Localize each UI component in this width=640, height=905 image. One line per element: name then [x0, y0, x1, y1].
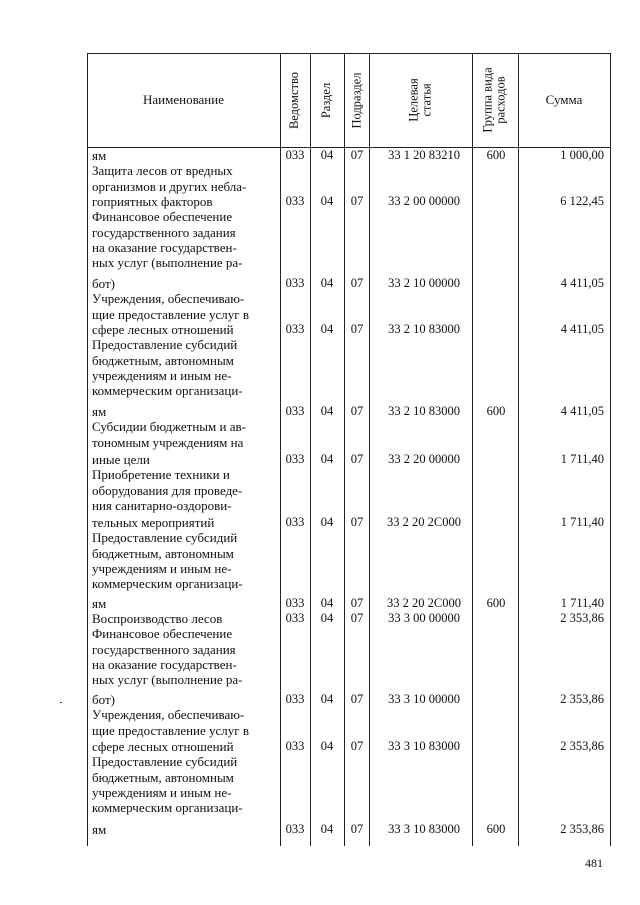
column-header-vedomstvo: [280, 53, 310, 147]
row-vedomstvo: 033: [285, 739, 305, 753]
column-header-razdel: [310, 53, 344, 147]
row-vedomstvo: 033: [285, 322, 305, 336]
row-celevaya: 33 3 10 83000: [388, 822, 460, 836]
row-razdel: 04: [320, 194, 334, 208]
row-vedomstvo: 033: [285, 404, 305, 418]
row-name: ям Защита лесов от вредных организмов и других небла-: [92, 148, 247, 194]
row-name: ям: [92, 596, 107, 611]
row-summa: 1 711,40: [560, 515, 604, 529]
row-podrazdel: 07: [350, 276, 364, 290]
row-summa: 1 711,40: [560, 596, 604, 610]
row-podrazdel: 07: [350, 322, 364, 336]
row-summa: 2 353,86: [560, 692, 604, 706]
row-gruppa: 600: [486, 148, 506, 162]
row-razdel: 04: [320, 822, 334, 836]
row-vedomstvo: 033: [285, 692, 305, 706]
column-divider: [472, 53, 473, 846]
row-vedomstvo: 033: [285, 515, 305, 529]
row-vedomstvo: 033: [285, 822, 305, 836]
row-podrazdel: 07: [350, 692, 364, 706]
row-gruppa: 600: [486, 822, 506, 836]
row-vedomstvo: 033: [285, 194, 305, 208]
row-razdel: 04: [320, 515, 334, 529]
row-name: бот) Учреждения, обеспечиваю- щие предоставление услуг в: [92, 692, 249, 738]
row-podrazdel: 07: [350, 822, 364, 836]
column-header-podrazdel: [344, 53, 369, 147]
column-header-summa: Сумма: [545, 92, 583, 107]
column-divider: [344, 53, 345, 846]
row-celevaya: 33 2 10 83000: [388, 404, 460, 418]
row-razdel: 04: [320, 692, 334, 706]
row-vedomstvo: 033: [285, 452, 305, 466]
column-header-name: Наименование: [143, 92, 224, 107]
row-gruppa: 600: [486, 404, 506, 418]
row-summa: 4 411,05: [560, 276, 604, 290]
row-vedomstvo: 033: [285, 276, 305, 290]
row-razdel: 04: [320, 322, 334, 336]
row-celevaya: 33 2 20 00000: [388, 452, 460, 466]
row-name: сфере лесных отношений Предоставление субсидий бюджетным, автономным учреждениям и иным не- коммерческим организаци-: [92, 322, 243, 399]
table-border-left: [87, 53, 88, 846]
column-divider: [518, 53, 519, 846]
row-razdel: 04: [320, 452, 334, 466]
row-podrazdel: 07: [350, 596, 364, 610]
row-celevaya: 33 3 10 83000: [388, 739, 460, 753]
row-summa: 4 411,05: [560, 322, 604, 336]
column-divider: [280, 53, 281, 846]
row-celevaya: 33 1 20 83210: [388, 148, 460, 162]
row-razdel: 04: [320, 739, 334, 753]
row-celevaya: 33 2 00 00000: [388, 194, 460, 208]
row-summa: 2 353,86: [560, 739, 604, 753]
column-header-podrazdel-label: Подраздел: [349, 72, 363, 128]
column-header-vedomstvo-label: Ведомство: [287, 71, 302, 129]
row-razdel: 04: [320, 276, 334, 290]
column-divider: [369, 53, 370, 846]
row-celevaya: 33 3 00 00000: [388, 611, 460, 625]
row-name: ям: [92, 822, 107, 837]
row-name: сфере лесных отношений Предоставление субсидий бюджетным, автономным учреждениям и иным не- коммерческим организаци-: [92, 739, 243, 816]
row-name: Воспроизводство лесов Финансовое обеспечение государственного задания на оказание государствен- ных услуг (выполнение ра-: [92, 611, 243, 688]
row-vedomstvo: 033: [285, 611, 305, 625]
row-podrazdel: 07: [350, 148, 364, 162]
row-celevaya: 33 2 20 2С000: [387, 515, 461, 529]
column-header-celevaya: [369, 53, 472, 147]
row-summa: 2 353,86: [560, 822, 604, 836]
row-summa: 1 711,40: [560, 452, 604, 466]
row-vedomstvo: 033: [285, 148, 305, 162]
row-podrazdel: 07: [350, 739, 364, 753]
table-border-right: [610, 53, 611, 846]
row-vedomstvo: 033: [285, 596, 305, 610]
column-header-gruppa: [472, 53, 518, 147]
row-razdel: 04: [320, 611, 334, 625]
column-header-razdel-label: Раздел: [319, 82, 334, 118]
row-podrazdel: 07: [350, 404, 364, 418]
row-razdel: 04: [320, 148, 334, 162]
column-divider: [310, 53, 311, 846]
row-celevaya: 33 2 10 83000: [388, 322, 460, 336]
row-name: тельных мероприятий Предоставление субсидий бюджетным, автономным учреждениям и иным не- коммерческим организаци-: [92, 515, 243, 592]
row-gruppa: 600: [486, 596, 506, 610]
page-number: 481: [585, 856, 603, 870]
row-name: ям Субсидии бюджетным и ав- тономным учреждениям на: [92, 404, 246, 450]
row-summa: 1 000,00: [560, 148, 604, 162]
row-razdel: 04: [320, 404, 334, 418]
column-header-celevaya-label: Целевая статья: [406, 78, 434, 122]
row-celevaya: 33 2 10 00000: [388, 276, 460, 290]
row-razdel: 04: [320, 596, 334, 610]
row-name: бот) Учреждения, обеспечиваю- щие предоставление услуг в: [92, 276, 249, 322]
row-celevaya: 33 3 10 00000: [388, 692, 460, 706]
row-podrazdel: 07: [350, 515, 364, 529]
column-header-gruppa-label: Группа вида расходов: [481, 67, 509, 133]
row-summa: 6 122,45: [560, 194, 604, 208]
row-podrazdel: 07: [350, 194, 364, 208]
row-podrazdel: 07: [350, 611, 364, 625]
row-celevaya: 33 2 20 2С000: [387, 596, 461, 610]
row-name: гоприятных факторов Финансовое обеспечение государственного задания на оказание государствен- ных услуг (выполнение ра-: [92, 194, 243, 271]
row-summa: 2 353,86: [560, 611, 604, 625]
scan-speck: [60, 702, 62, 703]
row-summa: 4 411,05: [560, 404, 604, 418]
row-name: иные цели Приобретение техники и оборудования для проведе- ния санитарно-оздорови-: [92, 452, 243, 514]
row-podrazdel: 07: [350, 452, 364, 466]
